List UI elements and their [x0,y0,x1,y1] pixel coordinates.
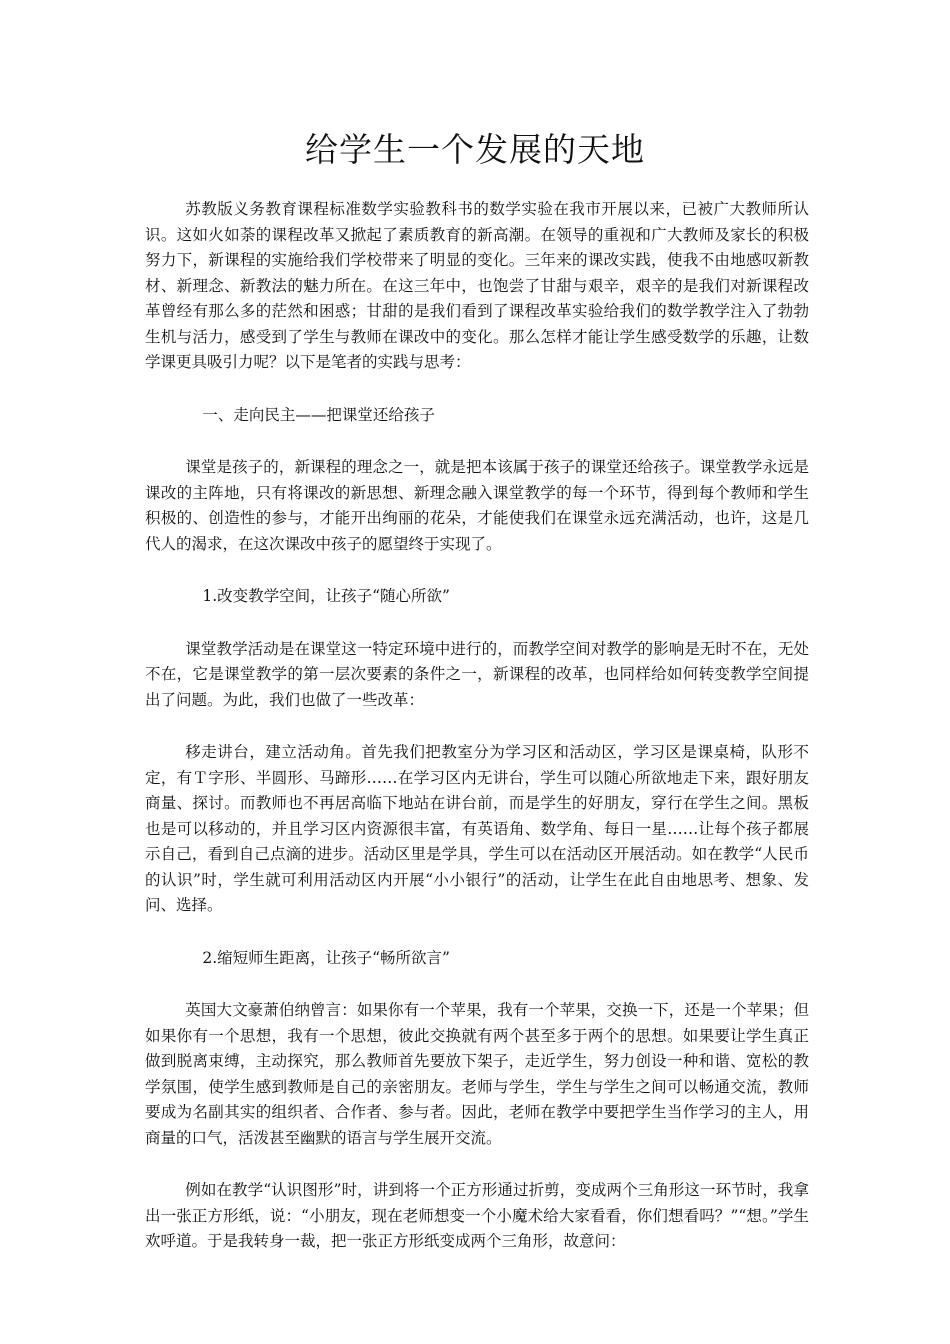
paragraph-gap [145,713,809,740]
subsection2-heading: 2.缩短师生距离，让孩子“畅所欲言” [202,948,450,967]
intro-paragraph: 苏教版义务教育课程标准数学实验教科书的数学实验在我市开展以来，已被广大教师所认识。这如火如荼的课程改革又掀起了素质教育的新高潮。在领导的重视和广大教师及家长的积极努力下，新课程的实施给我们学校带来了明显的变化。三年来的课改实践，使我不由地感叹新教材、新理念、新教法的魅力所在。在这三年中，也饱尝了甘甜与艰辛，艰辛的是我们对新课程改革曾经有那么多的茫然和困惑；甘甜的是我们看到了课程改革实验给我们的数学教学注入了勃勃生机与活力，感受到了学生与教师在课改中的变化。那么怎样才能让学生感受数学的乐趣，让数学课更具吸引力呢？以下是笔者的实践与思考： [145,200,809,371]
paragraph-gap [145,610,809,637]
section1-paragraph: 课堂是孩子的，新课程的理念之一，就是把本该属于孩子的课堂还给孩子。课堂教学永远是课改的主阵地，只有将课改的新思想、新理念融入课堂教学的每一个环节，得到每个教师和学生积极的、创造性的参与，才能开出绚丽的花朵，才能使我们在课堂永远充满活动，也许，这是几代人的渴求，在这次课改中孩子的愿望终于实现了。 [145,458,809,553]
paragraph-gap [145,428,809,455]
subsection1-paragraph-1: 课堂教学活动是在课堂这一特定环境中进行的，而教学空间对教学的影响是无时不在，无处不在，它是课堂教学的第一层次要素的条件之一，新课程的改革，也同样给如何转变教学空间提出了问题。为此，我们也做了一些改革： [145,639,809,709]
subsection1-heading: 1.改变教学空间，让孩子“随心所欲” [202,587,450,605]
section1-heading: 一、走向民主——把课堂还给孩子 [202,405,435,424]
subsection1-paragraph-2: 移走讲台，建立活动角。首先我们把教室分为学习区和活动区，学习区是课桌椅，队形不定，有Ｔ字形、半圆形、马蹄形……在学习区内无讲台，学生可以随心所欲地走下来，跟好朋友商量、探讨。而教师也不再居高临下地站在讲台前，而是学生的好朋友，穿行在学生之间。黑板也是可以移动的，并且学习区内资源很丰富，有英语角、数学角、每日一星……让每个孩子都展示自己，看到自己点滴的进步。活动区里是学具，学生可以在活动区开展活动。如在教学“人民币的认识”时，学生就可利用活动区内开展“小小银行”的活动，让学生在此自由地思考、想象、发问、选择。 [145,743,809,914]
paragraph-gap [145,971,809,998]
paragraph-gap [145,557,809,584]
document-title: 给学生一个发展的天地 [305,130,645,169]
subsection2-paragraph-1: 英国大文豪萧伯纳曾言：如果你有一个苹果，我有一个苹果，交换一下，还是一个苹果；但如果你有一个思想，我有一个思想，彼此交换就有两个甚至多于两个的思想。如果要让学生真正做到脱离束缚，主动探究，那么教师首先要放下架子，走近学生，努力创设一种和谐、宽松的教学氛围，使学生感到教师是自己的亲密朋友。老师与学生，学生与学生之间可以畅通交流，教师要成为名副其实的组织者、合作者、参与者。因此，老师在教学中要把学生当作学习的主人，用商量的口气，活泼甚至幽默的语言与学生展开交流。 [145,1001,809,1147]
paragraph-gap [145,1151,809,1178]
subsection2-paragraph-2: 例如在教学“认识图形”时，讲到将一个正方形通过折剪，变成两个三角形这一环节时，我拿出一张正方形纸，说：“小朋友，现在老师想变一个小魔术给大家看看，你们想看吗？”“想。”学生欢呼道。于是我转身一裁，把一张正方形纸变成两个三角形，故意问： [145,1181,809,1250]
paragraph-gap [145,919,809,946]
document-body [145,197,809,1255]
paragraph-gap [145,376,809,403]
